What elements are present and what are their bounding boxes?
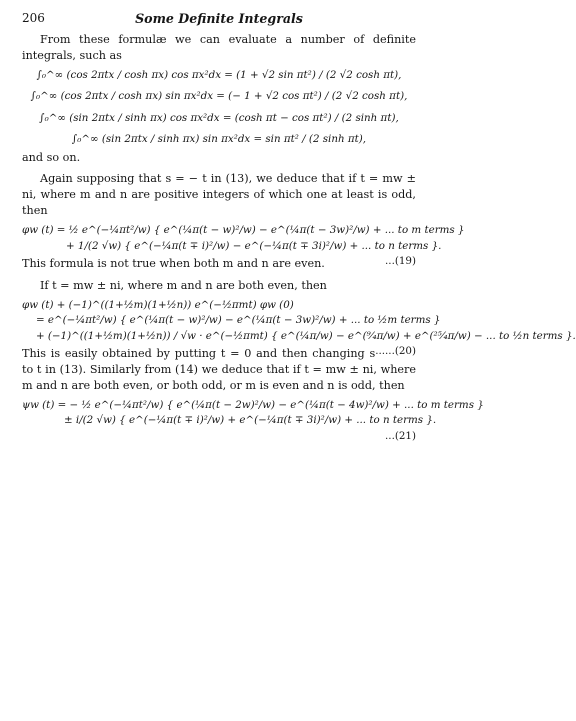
equation-number-20: ......(20): [375, 345, 416, 358]
intro-paragraph: From these formulæ we can evaluate a number of definite integrals, such as: [22, 33, 416, 62]
paragraph-not-true: This formula is not true when both m and n are even.: [22, 257, 325, 271]
integral-example: ∫₀^∞ (sin 2πtx / sinh πx) sin πx²dx = sin πt² / (2 sinh πt),: [71, 133, 367, 146]
equation-21: [22, 398, 484, 442]
equation-20: [22, 298, 576, 358]
equation-19-line-1: φw (t) = ½ e^(−¼πt²/w) { e^(¼π(t − w)²/w) − e^(¼π(t − 3w)²/w) + ... to m terms }: [22, 224, 465, 237]
integral-example: ∫₀^∞ (cos 2πtx / cosh πx) sin πx²dx = (− 1 + √2 cos πt²) / (2 √2 cosh πt),: [30, 90, 408, 103]
running-title: Some Definite Integrals: [135, 11, 303, 26]
paragraph-both-even: If t = mw ± ni, where m and n are both even, then: [40, 278, 327, 292]
equation-21-line-2: ± i/(2 √w) { e^(−¼π(t ∓ i)²/w) + e^(−¼π(t ∓ 3i)²/w) + ... to n terms }.: [64, 414, 437, 427]
integral-examples: [22, 68, 416, 148]
equation-20-line-3: + (−1)^((1+½m)(1+½n)) / √w · e^(−½πmt) { e^(¼π/w) − e^(⁹⁄₄π/w) + e^(²⁵⁄₄π/w) − ... to ½n terms }.: [36, 329, 576, 342]
paragraph-again-supposing: Again supposing that s = − t in (13), we deduce that if t = mw ± ni, where m and n are positive integers of which one at least is odd, then: [22, 172, 416, 218]
equation-19-line-2: + 1/(2 √w) { e^(−¼π(t ∓ i)²/w) − e^(−¼π(t ∓ 3i)²/w) + ... to n terms }.: [66, 239, 442, 252]
equation-number-19: ...(19): [385, 255, 416, 268]
equation-20-line-1: φw (t) + (−1)^((1+½m)(1+½n)) e^(−½πmt) φw (0): [22, 298, 294, 311]
integral-example: ∫₀^∞ (sin 2πtx / sinh πx) cos πx²dx = (cosh πt − cos πt²) / (2 sinh πt),: [39, 111, 399, 124]
paragraph-easily-obtained: This is easily obtained by putting t = 0 and then changing s to t in (13). Similarly from (14) we deduce that if t = mw ± ni, where m and n are both even, or both odd, or m is even and n is odd, then: [22, 347, 416, 392]
integral-example: ∫₀^∞ (cos 2πtx / cosh πx) cos πx²dx = (1 + √2 sin πt²) / (2 √2 cosh πt),: [36, 68, 402, 81]
page-header: [22, 10, 416, 32]
equation-21-line-1: ψw (t) = − ½ e^(−¼πt²/w) { e^(¼π(t − 2w)²/w) − e^(¼π(t − 4w)²/w) + ... to m terms }: [22, 398, 484, 411]
and-so-on-text: and so on.: [22, 150, 81, 164]
equation-number-21: ...(21): [385, 429, 416, 442]
page-number: 206: [22, 11, 45, 25]
equation-20-line-2: = e^(−¼πt²/w) { e^(¼π(t − w)²/w) − e^(¼π(t − 3w)²/w) + ... to ½m terms }: [36, 314, 441, 327]
